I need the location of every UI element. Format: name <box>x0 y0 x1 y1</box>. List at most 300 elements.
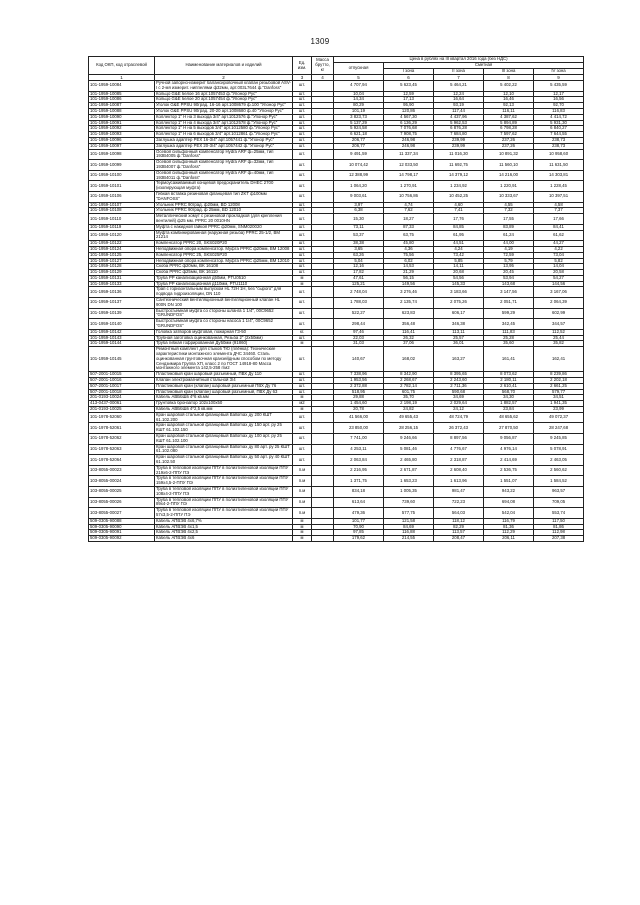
cell-zone3-price: 237,26 <box>484 143 534 149</box>
cell-name: Заглушка адаптер PEX 16-3/4" арт.1057441 ф."Упонор Рус" <box>155 137 293 143</box>
cell-release-price: 179,62 <box>334 536 384 542</box>
cell-release-price: 9 491,59 <box>334 149 384 160</box>
cell-zone2-price: 2 075,26 <box>434 298 484 309</box>
cell-zone4-price: 5 078,91 <box>534 444 584 455</box>
cell-zone1-price: 246,98 <box>384 143 434 149</box>
cell-release-price: 4 707,94 <box>334 81 384 92</box>
header-zone-1: I зона <box>384 69 434 75</box>
cell-zone3-price: 2 536,75 <box>484 465 534 476</box>
cell-zone3-price: 342,45 <box>484 319 534 330</box>
cell-zone4-price: 238,73 <box>534 137 584 143</box>
cell-unit: шт. <box>293 137 312 143</box>
cell-release-price: 2 372,88 <box>334 383 384 389</box>
cell-zone3-price: 694,08 <box>484 497 534 508</box>
cell-release-price: 3 823,73 <box>334 114 384 120</box>
cell-mass <box>312 465 334 476</box>
cell-name: Коллектор 1" H на 5 выходов 3/4" арт.1012580 ф."Упонор Рус" <box>155 126 293 132</box>
cell-zone4-price: 1 584,52 <box>534 476 584 487</box>
cell-name: Кран шаровой стальной фланцевый Ballomax ду 50 арт. ру 40 КШТ 61.102.50 <box>155 455 293 466</box>
cell-zone1-price: 739,60 <box>384 497 434 508</box>
header-zone-3: III зона <box>484 69 534 75</box>
cell-zone3-price: 943,22 <box>484 486 534 497</box>
cell-zone3-price: 53,94 <box>484 275 534 281</box>
cell-name: Уголок G&E PPSU 90град. 16-16 арт.1008679 ф.100 "Упонор Рус" <box>155 103 293 109</box>
cell-mass <box>312 455 334 466</box>
cell-release-price: 298,44 <box>334 319 384 330</box>
cell-zone2-price: 239,99 <box>434 143 484 149</box>
cell-unit: шт. <box>293 270 312 276</box>
cell-zone2-price: 11 016,30 <box>434 149 484 160</box>
cell-release-price: 2 063,84 <box>334 455 384 466</box>
cell-name: Компенсатор PPRC 25, SKS025P20 <box>155 252 293 258</box>
cell-zone1-price: 4 567,30 <box>384 114 434 120</box>
cell-release-price: 2 748,04 <box>334 287 384 298</box>
cell-unit: шт. <box>293 308 312 319</box>
cell-unit: шт. <box>293 208 312 214</box>
cell-code: 507-2001-10018 <box>89 389 155 395</box>
cell-unit: шт. <box>293 108 312 114</box>
cell-name: Неподвижная опора компенсатор. Муфта PPRC ф25мм, BM 12010 <box>155 258 293 264</box>
cell-unit: шт. <box>293 383 312 389</box>
cell-release-price: 63,26 <box>334 252 384 258</box>
cell-name: Осевой сильфонный компенсатор Hydra ARF ф=40мм, тип 193B4011 ф."Danfoss" <box>155 170 293 181</box>
cell-name: Муфта комбинированная (наружная резьба) PPRC 25-1/2, BM 21214 <box>155 230 293 241</box>
cell-zone4-price: 9 245,85 <box>534 434 584 445</box>
cell-zone1-price: 149,56 <box>384 281 434 287</box>
cell-release-price: 12,16 <box>334 264 384 270</box>
cell-unit: шт. <box>293 264 312 270</box>
table-row <box>89 536 584 542</box>
cell-release-price: 12 388,99 <box>334 170 384 181</box>
cell-mass <box>312 444 334 455</box>
cell-release-price: 206,77 <box>334 137 384 143</box>
cell-zone4-price: 112,52 <box>534 329 584 335</box>
cell-release-price: 2 216,95 <box>334 465 384 476</box>
cell-zone2-price: 7 684,80 <box>434 132 484 138</box>
cell-name: Муфта с накидной гайкой PPRC ф20мм, SNM020020 <box>155 224 293 230</box>
cell-code: 103-8055-00023 <box>89 465 155 476</box>
cell-code: 101-1959-10092 <box>89 126 155 132</box>
cell-unit: шт. <box>293 149 312 160</box>
cell-zone2-price: 14 379,12 <box>434 170 484 181</box>
cell-zone2-price: 2 608,40 <box>434 465 484 476</box>
cell-zone1-price: 7 076,68 <box>384 126 434 132</box>
cell-code: 101-1978-52060 <box>89 412 155 423</box>
cell-zone1-price: 18,27 <box>384 214 434 225</box>
cell-zone1-price: 95,90 <box>384 103 434 109</box>
cell-zone2-price: 26 372,43 <box>434 423 484 434</box>
cell-code: 103-8055-00027 <box>89 508 155 519</box>
cell-zone3-price: 16,46 <box>484 97 534 103</box>
cell-release-price: 10 074,42 <box>334 160 384 171</box>
cell-zone1-price: 28 256,15 <box>384 423 434 434</box>
cell-zone3-price: 2 610,41 <box>484 383 534 389</box>
cell-zone3-price: 7 597,62 <box>484 132 534 138</box>
cell-zone4-price: 5 931,30 <box>534 120 584 126</box>
cell-unit: шт. <box>293 81 312 92</box>
cell-zone4-price: 117,50 <box>534 518 584 524</box>
cell-zone4-price: 3 167,06 <box>534 287 584 298</box>
cell-unit: шт. <box>293 444 312 455</box>
cell-mass <box>312 287 334 298</box>
cell-release-price: 6,38 <box>334 208 384 214</box>
cell-zone3-price: 3 147,56 <box>484 287 534 298</box>
cell-zone3-price: 44,00 <box>484 241 534 247</box>
cell-zone1-price: 11 337,34 <box>384 149 434 160</box>
cell-name: Труба PP канализационная д110мм, PTU1110 <box>155 281 293 287</box>
table-row <box>89 170 584 181</box>
cell-zone4-price: 35,82 <box>534 341 584 347</box>
cell-code: 101-1959-10101 <box>89 181 155 192</box>
table-row <box>89 497 584 508</box>
cell-release-price: 206,77 <box>334 143 384 149</box>
cell-zone1-price: 45,80 <box>384 241 434 247</box>
cell-zone4-price: 4 414,72 <box>534 114 584 120</box>
cell-zone4-price: 20,58 <box>534 270 584 276</box>
cell-mass <box>312 508 334 519</box>
cell-zone1-price: 84,69 <box>384 524 434 530</box>
cell-code: 101-1959-10087 <box>89 103 155 109</box>
cell-zone1-price: 356,48 <box>384 319 434 330</box>
cell-unit: шт. <box>293 170 312 181</box>
cell-zone3-price: 34,30 <box>484 395 534 401</box>
cell-zone4-price: 5,82 <box>534 258 584 264</box>
cell-zone4-price: 116,83 <box>534 108 584 114</box>
cell-code: 101-1959-10125 <box>89 252 155 258</box>
cell-unit: п.м <box>293 465 312 476</box>
cell-unit: шт. <box>293 91 312 97</box>
cell-zone4-price: 92,70 <box>534 103 584 109</box>
cell-zone3-price: 35,60 <box>484 341 534 347</box>
cell-mass <box>312 434 334 445</box>
cell-zone3-price: 206,11 <box>484 536 534 542</box>
table-row <box>89 81 584 92</box>
cell-zone2-price: 12,24 <box>434 91 484 97</box>
cell-zone3-price: 6 798,28 <box>484 126 534 132</box>
cell-unit: шт. <box>293 434 312 445</box>
cell-zone4-price: 207,38 <box>534 536 584 542</box>
header-code: Код ОКП, код отраслевой <box>89 57 155 75</box>
cell-zone3-price: 599,29 <box>484 308 534 319</box>
cell-zone4-price: 579,77 <box>534 389 584 395</box>
cell-release-price: 29,88 <box>334 395 384 401</box>
cell-code: 103-8055-00024 <box>89 476 155 487</box>
column-number: 9 <box>534 75 584 81</box>
cell-name: Кран шаровой стальной фланцевый Ballomax ду 80 арт. ру 25 КШТ 61.102.080 <box>155 444 293 455</box>
cell-code: 101-1959-10093 <box>89 132 155 138</box>
cell-release-price: 38,38 <box>334 241 384 247</box>
cell-zone2-price: 4,60 <box>434 202 484 208</box>
cell-zone2-price: 2 243,60 <box>434 378 484 384</box>
cell-name: Угольник PPRC 90град. ф 25мм, BD 12010 <box>155 208 293 214</box>
cell-name: Коллектор 1" H на 3 выхода 3/4" арт.1012576 ф."Упонор Рус" <box>155 114 293 120</box>
cell-zone3-price: 13,95 <box>484 264 534 270</box>
cell-zone1-price: 1 270,91 <box>384 181 434 192</box>
cell-release-price: 101,19 <box>334 108 384 114</box>
cell-zone4-price: 2 202,18 <box>534 378 584 384</box>
cell-unit: шт. <box>293 143 312 149</box>
cell-unit: шт. <box>293 378 312 384</box>
cell-zone2-price: 590,68 <box>434 389 484 395</box>
cell-unit: шт. <box>293 246 312 252</box>
cell-zone1-price: 116,88 <box>384 530 434 536</box>
cell-mass <box>312 170 334 181</box>
cell-mass <box>312 497 334 508</box>
table-row <box>89 412 584 423</box>
header-price-group: Цена в рублях на III квартал 2016 года (без НДС) <box>334 57 584 63</box>
cell-name: Кабель АВБбШв 4*6 кв.мм <box>155 395 293 401</box>
table-row <box>89 455 584 466</box>
cell-zone3-price: 4,55 <box>484 202 534 208</box>
cell-zone4-price: 553,74 <box>534 508 584 519</box>
cell-code: 101-1959-10129 <box>89 270 155 276</box>
cell-code: 509-0305-90090 <box>89 524 155 530</box>
cell-code: 103-8055-00026 <box>89 497 155 508</box>
cell-name: Ручной запорно-измерит балансировочный клапан резьбовой ASV-I с 2-мя измерит. ниппелями ф32мм, арт.003L7644 ф."Danfoss" <box>156 80 291 90</box>
cell-release-price: 15,30 <box>334 214 384 225</box>
cell-unit: шт. <box>293 202 312 208</box>
table-row <box>89 149 584 160</box>
cell-zone4-price: 14 303,81 <box>534 170 584 181</box>
cell-zone2-price: 8 897,56 <box>434 434 484 445</box>
cell-zone2-price: 722,23 <box>434 497 484 508</box>
cell-code: 101-1959-10139 <box>89 308 155 319</box>
price-table <box>88 56 584 542</box>
cell-unit: м <box>293 530 312 536</box>
table-row <box>89 486 584 497</box>
cell-release-price: 31,03 <box>334 341 384 347</box>
cell-code: 101-1959-10090 <box>89 114 155 120</box>
cell-zone2-price: 117,44 <box>434 108 484 114</box>
cell-name: Кольцо G&E белое 16 арт.1057453 ф."Упонор Рус" <box>155 91 293 97</box>
cell-release-price: 41 566,00 <box>334 412 384 423</box>
cell-unit: п.м <box>293 486 312 497</box>
cell-release-price: 23 850,00 <box>334 423 384 434</box>
cell-zone3-price: 20,45 <box>484 270 534 276</box>
cell-zone1-price: 12,59 <box>384 91 434 97</box>
table-row <box>89 191 584 202</box>
cell-unit: шт. <box>293 258 312 264</box>
cell-code: 101-1959-10120 <box>89 230 155 241</box>
cell-release-price: 518,95 <box>334 389 384 395</box>
table-row <box>89 444 584 455</box>
cell-zone1-price: 6 136,29 <box>384 120 434 126</box>
cell-unit: п.м <box>293 476 312 487</box>
column-number: 3 <box>293 75 312 81</box>
cell-mass <box>312 423 334 434</box>
cell-zone1-price: 8 342,90 <box>384 372 434 378</box>
cell-zone2-price: 44,51 <box>434 241 484 247</box>
cell-zone1-price: 116,41 <box>384 329 434 335</box>
cell-zone3-price: 25,28 <box>484 335 534 341</box>
cell-mass <box>312 81 334 92</box>
cell-code: 101-1959-10086 <box>89 97 155 103</box>
cell-zone1-price: 12 033,50 <box>384 160 434 171</box>
cell-name: Компенсатор PPRC 20, SKS020P20 <box>155 241 293 247</box>
cell-code: 101-1959-10107 <box>89 202 155 208</box>
cell-name: Угольник PPRC 90град. ф20мм, BD 12008 <box>155 202 293 208</box>
cell-zone4-price: 34,51 <box>534 395 584 401</box>
cell-code: 101-1959-10133 <box>89 281 155 287</box>
cell-zone3-price: 2 414,69 <box>484 455 534 466</box>
cell-zone3-price: 17,55 <box>484 214 534 225</box>
cell-code: 101-1959-10140 <box>89 319 155 330</box>
cell-zone1-price: 75,56 <box>384 252 434 258</box>
cell-unit: м <box>293 341 312 347</box>
cell-code: 509-0305-90091 <box>89 530 155 536</box>
cell-zone1-price: 14 798,17 <box>384 170 434 181</box>
cell-release-price: 3,65 <box>334 246 384 252</box>
table-row <box>89 508 584 519</box>
cell-code: 101-1959-10106 <box>89 191 155 202</box>
cell-unit: п.м <box>293 497 312 508</box>
cell-zone3-price: 1 882,57 <box>484 401 534 407</box>
cell-unit: шт. <box>293 241 312 247</box>
cell-unit: м <box>293 518 312 524</box>
table-header <box>89 57 584 81</box>
cell-zone4-price: 84,41 <box>534 224 584 230</box>
cell-name: Труба в тепловой изоляции ППУ в полиэтиленовой изоляции ППУ 159х4,5-2-ППУ ПЭ <box>155 476 293 487</box>
cell-unit: шт. <box>293 120 312 126</box>
cell-zone2-price: 25,57 <box>434 335 484 341</box>
cell-release-price: 101,77 <box>334 518 384 524</box>
cell-unit: шт. <box>293 214 312 225</box>
cell-name: Металлический хомут с резиновой прокладкой (для крепления вентилей) ф25 мм. PPRC 20 0010HN <box>155 214 293 225</box>
cell-zone3-price: 161,41 <box>484 347 534 372</box>
cell-unit: м <box>293 524 312 530</box>
cell-code: 101-1978-52064 <box>89 455 155 466</box>
cell-unit: м <box>293 395 312 401</box>
cell-release-price: 1 788,03 <box>334 298 384 309</box>
cell-zone1-price: 4,36 <box>384 246 434 252</box>
cell-zone3-price: 1 220,91 <box>484 181 534 192</box>
cell-zone2-price: 3 183,66 <box>434 287 484 298</box>
cell-zone4-price: 344,57 <box>534 319 584 330</box>
cell-unit: шт. <box>293 181 312 192</box>
cell-unit: м <box>293 536 312 542</box>
cell-name: Труба в тепловой изоляции ППУ в полиэтиленовой изоляции ППУ 108х4-2-ППУ ПЭ <box>155 486 293 497</box>
cell-zone3-price: 11 560,10 <box>484 160 534 171</box>
cell-zone3-price: 1 551,07 <box>484 476 534 487</box>
cell-name: Скоба PPRC ф25мм, BK 16110 <box>155 270 293 276</box>
cell-release-price: 1 454,60 <box>334 401 384 407</box>
cell-mass <box>312 536 334 542</box>
table-row <box>89 423 584 434</box>
cell-name: Гибкая вставка резиновая фланцевая тип ZKT ф100мм "DANFOSS" <box>155 191 293 202</box>
table-row <box>89 319 584 330</box>
cell-code: 101-1978-52063 <box>89 444 155 455</box>
cell-zone2-price: 4,24 <box>434 246 484 252</box>
cell-name: Сантехнический вентиляционный вентиляционный клапан HL 900N DN 100 <box>155 298 293 309</box>
cell-zone4-price: 4,58 <box>534 202 584 208</box>
cell-code: 509-0305-90092 <box>89 536 155 542</box>
cell-zone1-price: 10 756,86 <box>384 191 434 202</box>
cell-unit: м <box>293 275 312 281</box>
cell-name: Труба в тепловой изоляции ППУ в полиэтиленовой изоляции ППУ 89х4-2-ППУ ПЭ <box>155 497 293 508</box>
cell-name: Кран шаровой стальной фланцевый Ballomax ду 150 арт. ру 25 КШТ 61.102.150 <box>155 423 293 434</box>
cell-zone4-price: 7,37 <box>534 208 584 214</box>
cell-zone2-price: 113,57 <box>434 530 484 536</box>
cell-zone4-price: 602,99 <box>534 308 584 319</box>
cell-zone3-price: 83,89 <box>484 224 534 230</box>
cell-name: Пластиковый кран шаровый разъемный, ПВХ Ду 110 <box>155 372 293 378</box>
cell-zone1-price: 120,86 <box>384 108 434 114</box>
column-number: 7 <box>434 75 484 81</box>
cell-zone2-price: 2 318,87 <box>434 455 484 466</box>
cell-code: 101-1959-10099 <box>89 160 155 171</box>
cell-unit: шт. <box>293 224 312 230</box>
cell-zone2-price: 8 395,65 <box>434 372 484 378</box>
cell-release-price: 613,64 <box>334 497 384 508</box>
cell-zone1-price: 214,55 <box>384 536 434 542</box>
cell-unit: шт. <box>293 252 312 258</box>
cell-zone2-price: 6 876,28 <box>434 126 484 132</box>
cell-zone4-price: 5 435,59 <box>534 81 584 92</box>
cell-release-price: 1 064,20 <box>334 181 384 192</box>
cell-zone2-price: 1 613,96 <box>434 476 484 487</box>
cell-name: Термоусаживаемый концевой предохранитель DHEC 2700 (изолирующая муфта) <box>155 181 293 192</box>
cell-zone1-price: 2 465,80 <box>384 455 434 466</box>
cell-zone2-price: 5,85 <box>434 258 484 264</box>
cell-zone4-price: 12,17 <box>534 91 584 97</box>
cell-code: 101-1959-10091 <box>89 120 155 126</box>
cell-name: Кабель АВБбШв 4*2,5 кв.мм <box>155 407 293 413</box>
cell-release-price: 22,03 <box>334 335 384 341</box>
column-number: 4 <box>312 75 334 81</box>
cell-release-price: 97,85 <box>334 530 384 536</box>
cell-zone2-price: 5 962,53 <box>434 120 484 126</box>
cell-zone4-price: 11 631,50 <box>534 160 584 171</box>
cell-zone4-price: 2 661,25 <box>534 383 584 389</box>
cell-zone3-price: 112,29 <box>484 530 534 536</box>
cell-unit: шт. <box>293 372 312 378</box>
cell-mass <box>312 308 334 319</box>
cell-mass <box>312 319 334 330</box>
cell-zone1-price: 6,02 <box>384 258 434 264</box>
cell-zone4-price: 8 239,86 <box>534 372 584 378</box>
cell-zone2-price: 48 724,79 <box>434 412 484 423</box>
cell-name: Уголок G&E PPSU 90град. 20-20 арт.1008680 ф.40 "Упонор Рус" <box>155 108 293 114</box>
cell-name: Клапан электромагнитный стальной 3/4 <box>155 378 293 384</box>
cell-zone2-price: 11 692,75 <box>434 160 484 171</box>
table-row <box>89 476 584 487</box>
cell-release-price: 479,36 <box>334 508 384 519</box>
cell-code: 101-1959-10122 <box>89 241 155 247</box>
cell-code: 103-8055-00025 <box>89 486 155 497</box>
cell-zone2-price: 4 437,96 <box>434 114 484 120</box>
cell-zone2-price: 163,27 <box>434 347 484 372</box>
cell-unit: шт. <box>293 160 312 171</box>
cell-zone2-price: 54,56 <box>434 275 484 281</box>
cell-unit: шт. <box>293 126 312 132</box>
cell-zone3-price: 12,10 <box>484 91 534 97</box>
cell-zone1-price: 1 653,23 <box>384 476 434 487</box>
cell-zone1-price: 7,62 <box>384 208 434 214</box>
cell-unit: м <box>293 407 312 413</box>
cell-zone3-price: 4,19 <box>484 246 534 252</box>
cell-zone2-price: 208,47 <box>434 536 484 542</box>
cell-release-price: 7 741,00 <box>334 434 384 445</box>
cell-name: Кольцо G&E белое 20 арт.1057454 ф."Упонор Рус" <box>155 97 293 103</box>
cell-name: Скоба PPRC ф20мм, BK 16108 <box>155 264 293 270</box>
cell-zone2-price: 346,38 <box>434 319 484 330</box>
cell-code: 101-1959-10098 <box>89 149 155 160</box>
header-mass: Масса брутто, кг <box>312 57 334 75</box>
cell-zone1-price: 24,82 <box>384 407 434 413</box>
header-zone-4: IV зона <box>534 69 584 75</box>
cell-release-price: 17,82 <box>334 270 384 276</box>
cell-zone3-price: 92,13 <box>484 103 534 109</box>
